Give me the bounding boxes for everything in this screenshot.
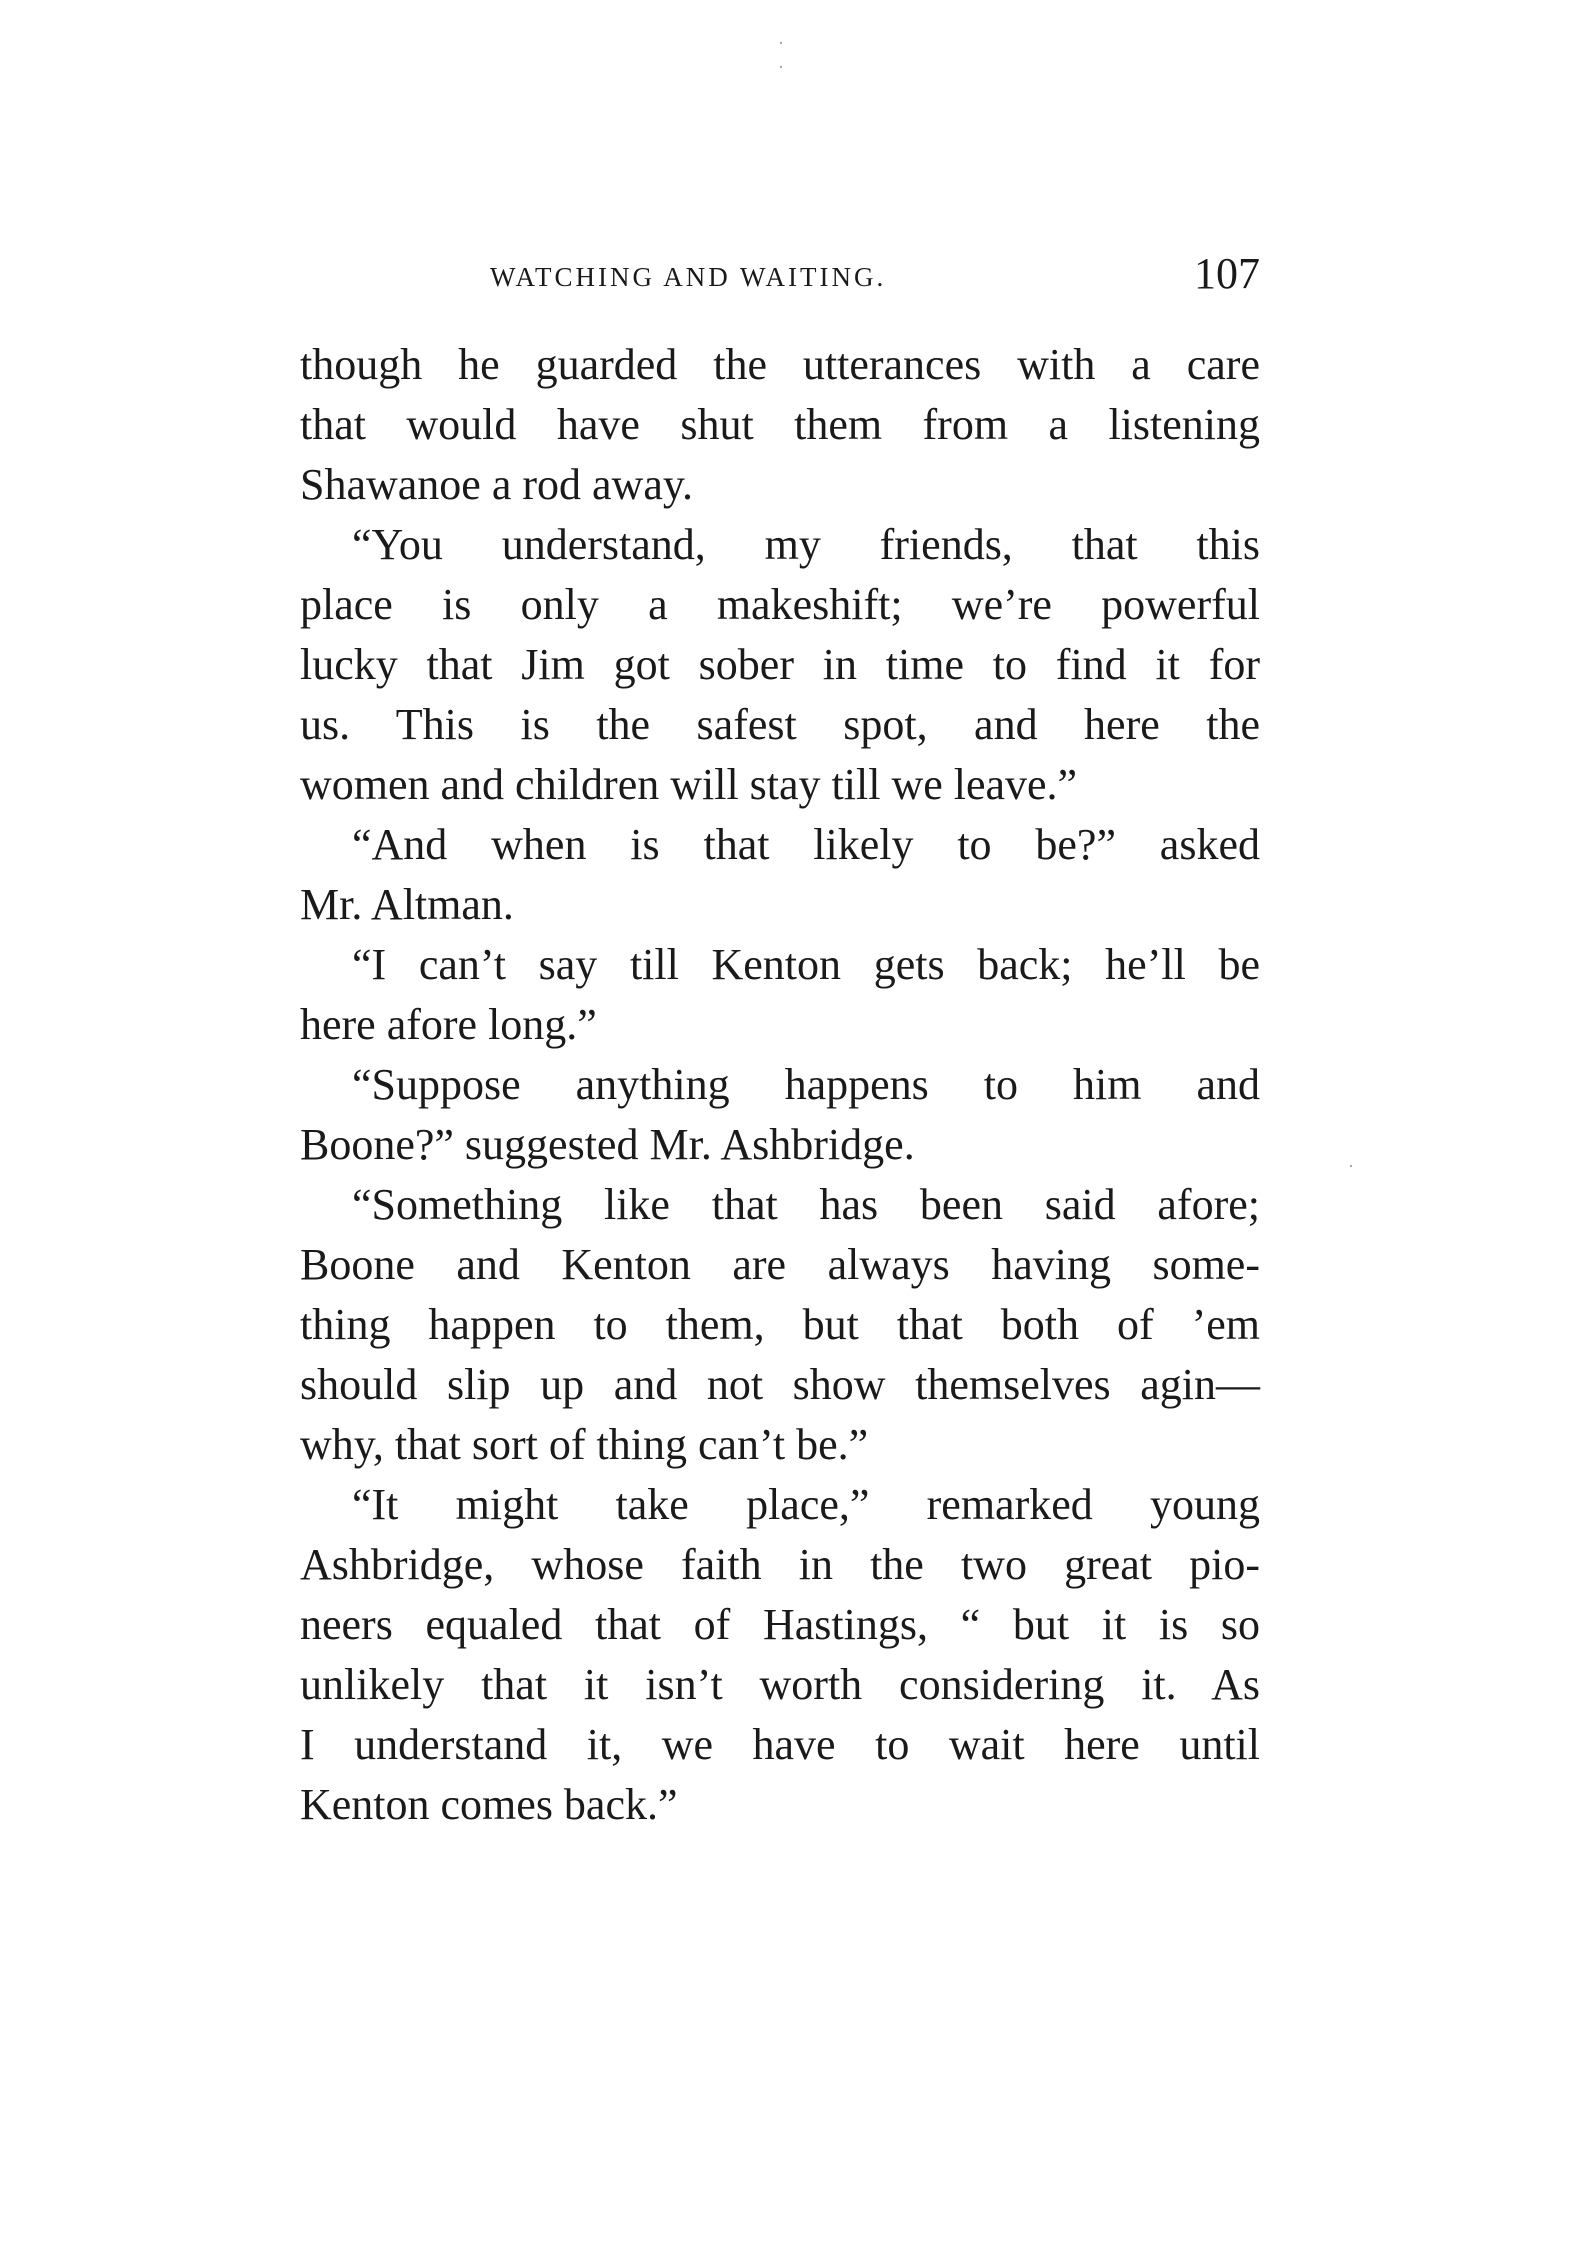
text-line: here afore long.”: [300, 1000, 597, 1049]
text-line: Ashbridge, whose faith in the two great pio-: [300, 1540, 1260, 1589]
text-line: that would have shut them from a listening: [300, 400, 1260, 449]
text-line: “And when is that likely to be?” asked: [352, 820, 1260, 869]
text-line: why, that sort of thing can’t be.”: [300, 1420, 869, 1469]
text-line: women and children will stay till we leave.”: [300, 760, 1078, 809]
running-title: WATCHING AND WAITING.: [490, 262, 887, 292]
text-line: “Something like that has been said afore;: [352, 1180, 1260, 1229]
text-line: Mr. Altman.: [300, 880, 514, 929]
text-line: place is only a makeshift; we’re powerful: [300, 580, 1260, 629]
text-line: us. This is the safest spot, and here the: [300, 700, 1260, 749]
text-line: I understand it, we have to wait here until: [300, 1720, 1260, 1769]
text-line: “Suppose anything happens to him and: [352, 1060, 1260, 1109]
text-line: Boone?” suggested Mr. Ashbridge.: [300, 1120, 915, 1169]
running-head: [300, 248, 1260, 308]
text-line: thing happen to them, but that both of ’em: [300, 1300, 1260, 1349]
page-number: 107: [1194, 249, 1260, 298]
speck: [1350, 1165, 1352, 1167]
text-line: “It might take place,” remarked young: [352, 1480, 1260, 1529]
body-text: [300, 335, 1260, 1835]
text-line: lucky that Jim got sober in time to find it for: [300, 640, 1260, 689]
text-line: Kenton comes back.”: [300, 1780, 678, 1829]
text-line: Boone and Kenton are always having some-: [300, 1240, 1260, 1289]
speck: [780, 42, 782, 44]
text-line: though he guarded the utterances with a care: [300, 340, 1260, 389]
speck: [780, 66, 782, 68]
text-line: Shawanoe a rod away.: [300, 460, 693, 509]
text-line: “You understand, my friends, that this: [352, 520, 1260, 569]
text-line: should slip up and not show themselves agin—: [300, 1360, 1260, 1409]
text-line: neers equaled that of Hastings, “ but it is so: [300, 1600, 1260, 1649]
text-line: “I can’t say till Kenton gets back; he’ll be: [352, 940, 1260, 989]
text-line: unlikely that it isn’t worth considering it. As: [300, 1660, 1260, 1709]
